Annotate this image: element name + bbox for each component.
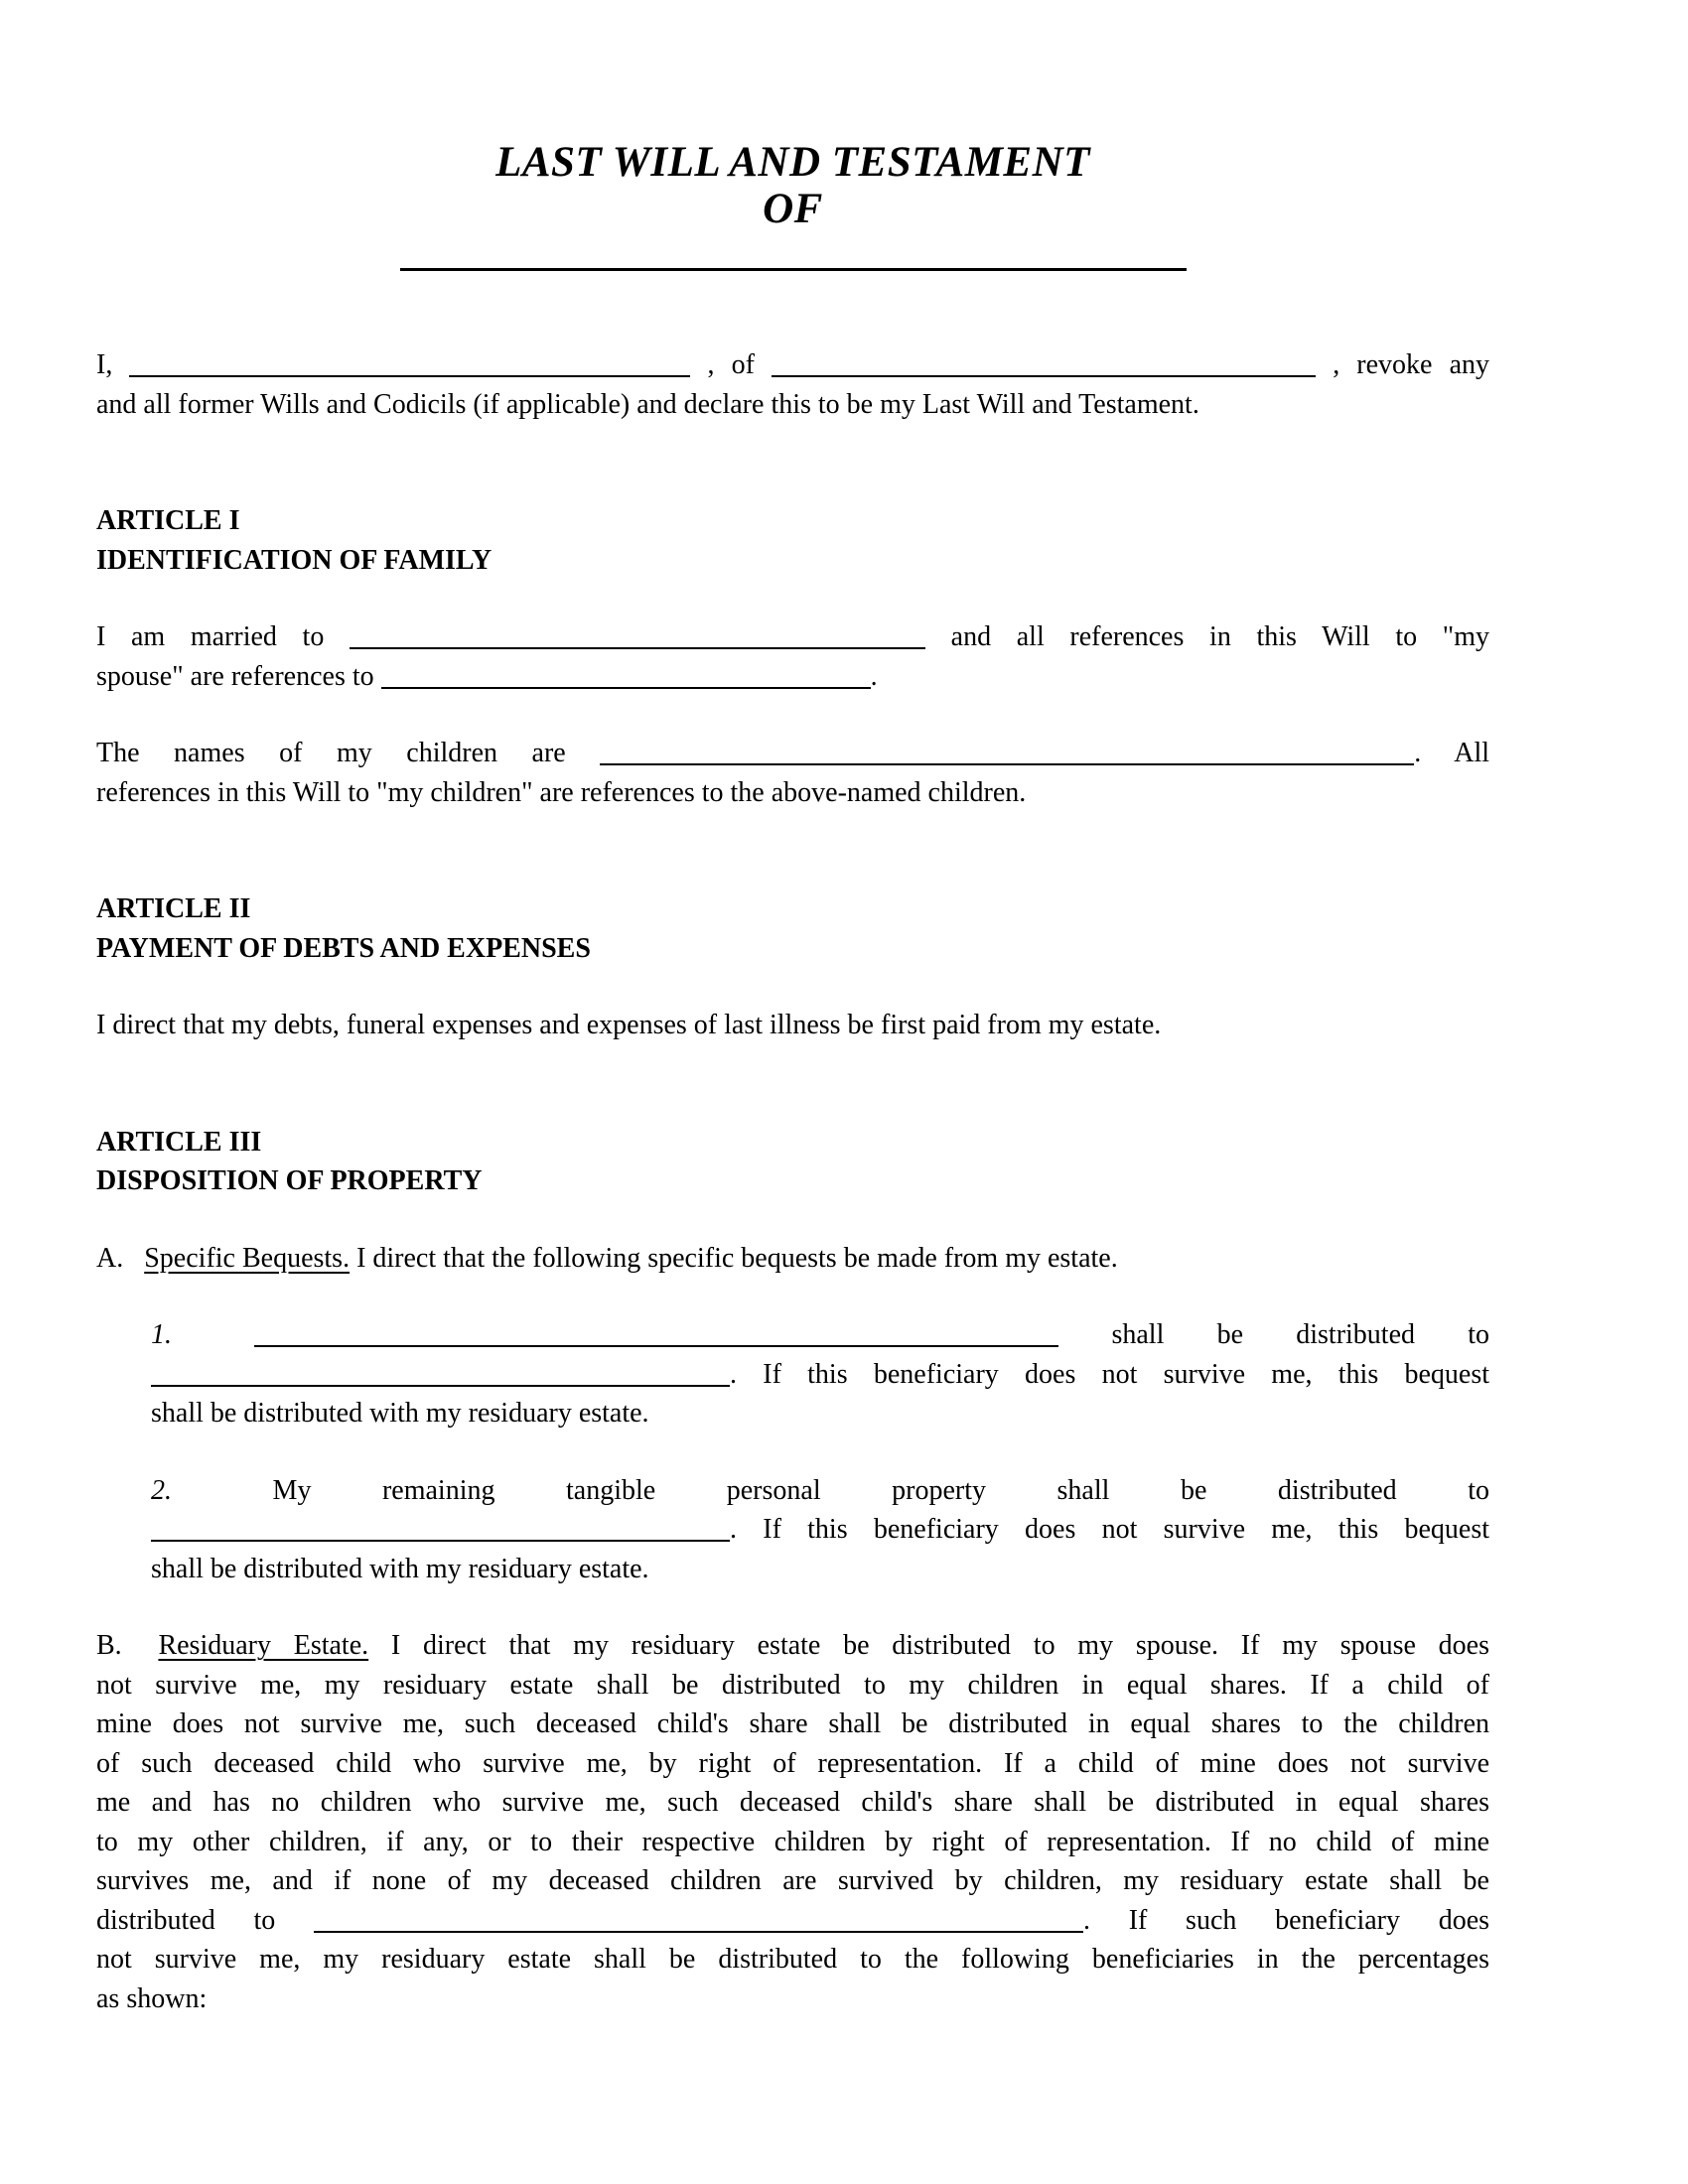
section-b-line-6: to my other children, if any, or to their respective children by right of representation. If no child of mine	[96, 1826, 1489, 1857]
item-1-line-3: shall be distributed with my residuary estate.	[151, 1398, 649, 1429]
section-b-title: Residuary Estate.	[158, 1630, 369, 1661]
spouse-reference-name-field[interactable]	[381, 687, 871, 689]
article-1-heading: ARTICLE I	[96, 505, 240, 536]
item-2-number: 2.	[151, 1474, 172, 1506]
spouse-line-2	[96, 657, 1489, 697]
section-b-label: B.	[96, 1630, 122, 1661]
section-b-line-1	[96, 1626, 1489, 1666]
bequest-beneficiary-field[interactable]	[151, 1385, 730, 1387]
section-b-line-3: mine does not survive me, such deceased child's share shall be distributed in equal shares to the children	[96, 1708, 1489, 1739]
testator-name-blank-line[interactable]	[400, 268, 1187, 271]
item-2-text-2: . If this beneficiary does not survive me, this bequest	[730, 1514, 1489, 1545]
article-2-heading: ARTICLE II	[96, 893, 251, 924]
section-b-text-8a: distributed to	[96, 1904, 276, 1936]
spouse-paragraph	[96, 617, 1489, 696]
item-1-text-2: . If this beneficiary does not survive me, this bequest	[730, 1358, 1489, 1390]
section-b-line-2: not survive me, my residuary estate shall be distributed to my children in equal shares. If a child of	[96, 1669, 1489, 1701]
article-1-heading-block	[96, 501, 1489, 580]
children-line-2: references in this Will to "my children" are references to the above-named children.	[96, 776, 1027, 808]
section-b-text-1: I direct that my residuary estate be distributed to my spouse. If my spouse does	[390, 1630, 1490, 1661]
opening-paragraph	[96, 345, 1489, 424]
children-line-1	[96, 734, 1489, 773]
children-names-field[interactable]	[600, 763, 1414, 765]
article-3-heading-block	[96, 1123, 1489, 1201]
spouse-text-3: spouse" are references to	[96, 660, 374, 692]
opening-text-3: , revoke any	[1333, 349, 1490, 380]
item-2-line-3: shall be distributed with my residuary estate.	[151, 1553, 649, 1584]
children-text-1: The names of my children are	[96, 738, 566, 768]
residuary-beneficiary-field[interactable]	[314, 1931, 1083, 1933]
article-3-subheading: DISPOSITION OF PROPERTY	[96, 1165, 483, 1196]
testator-residence-field[interactable]	[772, 375, 1316, 377]
article-3-heading: ARTICLE III	[96, 1126, 262, 1158]
spouse-name-field[interactable]	[350, 647, 925, 649]
section-b-line-10: as shown:	[96, 1982, 208, 2014]
section-b-residuary-estate	[96, 1626, 1489, 2018]
specific-bequest-item-2	[96, 1471, 1489, 1589]
tangible-property-beneficiary-field[interactable]	[151, 1540, 730, 1542]
section-b-line-4: of such deceased child who survive me, by right of representation. If a child of mine does not survive	[96, 1747, 1489, 1779]
item-1-line-2	[151, 1355, 1489, 1395]
item-2-line-1	[151, 1471, 1489, 1511]
children-paragraph	[96, 734, 1489, 812]
section-b-line-5: me and has no children who survive me, such deceased child's share shall be distributed in equal shares	[96, 1787, 1489, 1818]
item-1-text-1: shall be distributed to	[1111, 1319, 1490, 1350]
article-1-subheading: IDENTIFICATION OF FAMILY	[96, 544, 492, 576]
article-2-heading-block	[96, 889, 1489, 968]
children-text-2: . All	[1414, 738, 1490, 768]
document-title-line-1: LAST WILL AND TESTAMENT	[495, 139, 1090, 186]
item-1-line-1	[151, 1315, 1489, 1355]
item-2-line-2	[151, 1510, 1489, 1550]
section-b-line-8	[96, 1901, 1489, 1941]
opening-line-1	[96, 345, 1489, 385]
bequest-description-field[interactable]	[254, 1345, 1058, 1347]
section-b-text-8b: . If such beneficiary does	[1082, 1904, 1490, 1936]
section-b-line-7: survives me, and if none of my deceased children are survived by children, my residuary estate shall be	[96, 1865, 1489, 1896]
title-block	[96, 139, 1489, 271]
specific-bequest-item-1	[96, 1315, 1489, 1433]
spouse-line-1	[96, 617, 1489, 657]
opening-text-1: I,	[96, 349, 113, 380]
item-1-number: 1.	[151, 1319, 172, 1350]
document-title-line-2: OF	[763, 186, 823, 232]
section-a-intro-text: I direct that the following specific bequests be made from my estate.	[356, 1242, 1118, 1274]
spouse-text-1: I am married to	[96, 621, 325, 652]
testator-name-field[interactable]	[129, 375, 690, 377]
section-a-intro-line	[96, 1239, 1489, 1279]
spouse-text-2: and all references in this Will to "my	[950, 621, 1490, 652]
debts-line: I direct that my debts, funeral expenses and expenses of last illness be first paid from my estate.	[96, 1010, 1162, 1040]
article-2-subheading: PAYMENT OF DEBTS AND EXPENSES	[96, 932, 591, 964]
opening-line-2: and all former Wills and Codicils (if applicable) and declare this to be my Last Will and Testament.	[96, 388, 1199, 420]
item-2-text-1: My remaining tangible personal property shall be distributed to	[272, 1474, 1489, 1506]
spouse-text-4: .	[870, 660, 878, 692]
section-a-label: A.	[96, 1242, 124, 1274]
section-b-line-9: not survive me, my residuary estate shall be distributed to the following beneficiaries in the percentages	[96, 1944, 1489, 1975]
opening-text-2: , of	[707, 349, 755, 380]
section-a-intro	[96, 1239, 1489, 1279]
document-content	[96, 139, 1489, 2018]
section-a-title: Specific Bequests.	[144, 1242, 351, 1274]
debts-paragraph	[96, 1006, 1489, 1045]
